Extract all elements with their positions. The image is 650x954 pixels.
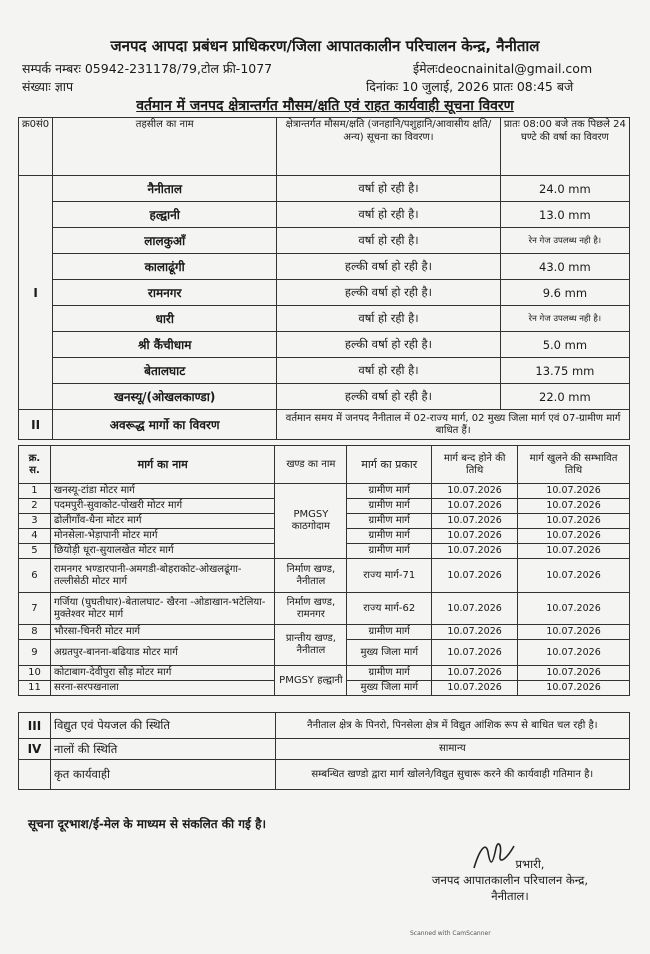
tehsil-name: कालाढूंगी xyxy=(53,254,277,280)
open-date: 10.07.2026 xyxy=(518,499,630,514)
road-type: ग्रामीण मार्ग xyxy=(347,625,432,640)
open-date: 10.07.2026 xyxy=(518,666,630,681)
road-name: गर्जिया (घुघतीधार)-बेतालघाट- खैरना -ओडाखान-भटेलिया-मुक्तेश्वर मोटर मार्ग xyxy=(50,593,274,625)
rainfall-value: 9.6 mm xyxy=(500,280,629,306)
road-type: राज्य मार्ग-71 xyxy=(347,559,432,593)
closed-date: 10.07.2026 xyxy=(432,625,518,640)
weather-status: वर्षा हो रही है। xyxy=(277,176,501,202)
road-type: ग्रामीण मार्ग xyxy=(347,499,432,514)
row-number: 9 xyxy=(19,640,51,666)
blocked-roads-summary-row xyxy=(19,410,630,440)
open-date: 10.07.2026 xyxy=(518,681,630,696)
closed-date: 10.07.2026 xyxy=(432,640,518,666)
rainfall-value: रेन गेज उपलब्ध नही है। xyxy=(500,306,629,332)
section-label: नालों की स्थिति xyxy=(50,739,275,760)
road-type: ग्रामीण मार्ग xyxy=(347,529,432,544)
section-number: IV xyxy=(19,739,51,760)
row-number: 7 xyxy=(19,593,51,625)
open-date: 10.07.2026 xyxy=(518,514,630,529)
rainfall-value: 13.0 mm xyxy=(500,202,629,228)
closed-date: 10.07.2026 xyxy=(432,499,518,514)
header-open-date: मार्ग खुलने की सम्भावित तिथि xyxy=(518,446,630,484)
table-row xyxy=(19,306,630,332)
row-number: 11 xyxy=(19,681,51,696)
road-name: कोटाबाग-देवीपुरा सौड़ मोटर मार्ग xyxy=(50,666,274,681)
road-type: मुख्य जिला मार्ग xyxy=(347,640,432,666)
road-type: ग्रामीण मार्ग xyxy=(347,514,432,529)
signatory-location: नैनीताल। xyxy=(491,889,529,903)
scanner-watermark: Scanned with CamScanner xyxy=(410,930,491,937)
closed-date: 10.07.2026 xyxy=(432,559,518,593)
road-name: भौरसा-चिनरी मोटर मार्ग xyxy=(50,625,274,640)
blocked-roads-table xyxy=(18,445,630,696)
row-number: 8 xyxy=(19,625,51,640)
open-date: 10.07.2026 xyxy=(518,640,630,666)
division-name: निर्माण खण्ड, नैनीताल xyxy=(275,559,347,593)
open-date: 10.07.2026 xyxy=(518,484,630,499)
open-date: 10.07.2026 xyxy=(518,559,630,593)
header-tehsil: तहसील का नाम xyxy=(53,118,277,176)
email-address: ईमेलःdeocnainital@gmail.com xyxy=(413,61,593,76)
weather-status: हल्की वर्षा हो रही है। xyxy=(277,254,501,280)
division-name: PMGSY हल्द्वानी xyxy=(275,666,347,696)
weather-status: वर्षा हो रही है। xyxy=(277,358,501,384)
table-row xyxy=(19,593,630,625)
road-name: ढोलीगाँव-धैना मोटर मार्ग xyxy=(50,514,274,529)
report-subject: वर्तमान में जनपद क्षेत्रान्तर्गत मौसम/क्षति एवं राहत कार्यवाही सूचना विवरण xyxy=(136,98,514,114)
document-title: जनपद आपदा प्रबंधन प्राधिकरण/जिला आपातकालीन परिचालन केन्द्र, नैनीताल xyxy=(110,37,540,55)
weather-table xyxy=(18,117,630,440)
weather-status: हल्की वर्षा हो रही है। xyxy=(277,332,501,358)
section-label: कृत कार्यवाही xyxy=(50,760,275,790)
open-date: 10.07.2026 xyxy=(518,625,630,640)
division-name: PMGSY काठगोदाम xyxy=(275,484,347,559)
road-name: छियोड़ी धूरा-सुयालखेत मोटर मार्ग xyxy=(50,544,274,559)
header-type: मार्ग का प्रकार xyxy=(347,446,432,484)
table-row xyxy=(19,666,630,681)
table-row xyxy=(19,384,630,410)
weather-status: वर्षा हो रही है। xyxy=(277,228,501,254)
source-note: सूचना दूरभाश/ई-मेल के माध्यम से संकलित की गई है। xyxy=(28,817,267,831)
closed-date: 10.07.2026 xyxy=(432,484,518,499)
header-road: मार्ग का नाम xyxy=(50,446,274,484)
closed-date: 10.07.2026 xyxy=(432,681,518,696)
table-row xyxy=(19,358,630,384)
rainfall-value: 13.75 mm xyxy=(500,358,629,384)
closed-date: 10.07.2026 xyxy=(432,544,518,559)
header-sno: क्र. स. xyxy=(19,446,51,484)
table-row xyxy=(19,739,630,760)
table-row xyxy=(19,280,630,306)
weather-status: हल्की वर्षा हो रही है। xyxy=(277,280,501,306)
road-name: खनस्यू-टांडा मोटर मार्ग xyxy=(50,484,274,499)
header-closed-date: मार्ग बन्द होने की तिथि xyxy=(432,446,518,484)
row-number: 4 xyxy=(19,529,51,544)
weather-table-header xyxy=(19,118,630,176)
rainfall-value: 43.0 mm xyxy=(500,254,629,280)
road-name: पदमपुरी-सुवाकोट-पोखरी मोटर मार्ग xyxy=(50,499,274,514)
table-row xyxy=(19,760,630,790)
road-name: सरना-सरपखनाला xyxy=(50,681,274,696)
division-name: प्रान्तीय खण्ड, नैनीताल xyxy=(275,625,347,666)
weather-status: हल्की वर्षा हो रही है। xyxy=(277,384,501,410)
open-date: 10.07.2026 xyxy=(518,593,630,625)
signatory-office: जनपद आपातकालीन परिचालन केन्द्र, xyxy=(431,873,589,887)
rainfall-value: 5.0 mm xyxy=(500,332,629,358)
tehsil-name: हल्द्वानी xyxy=(53,202,277,228)
table-row xyxy=(19,559,630,593)
signatory-title: प्रभारी, xyxy=(515,857,545,871)
section-number: III xyxy=(19,713,51,739)
table-row xyxy=(19,625,630,640)
table-row xyxy=(19,202,630,228)
tehsil-name: बेतालघाट xyxy=(53,358,277,384)
section-value: नैनीताल क्षेत्र के पिनरो, पिनसेला क्षेत्र में विद्युत आंशिक रूप से बाधित चल रही है। xyxy=(275,713,629,739)
road-type: मुख्य जिला मार्ग xyxy=(347,681,432,696)
road-name: अग्रतपुर-बानना-बढियाड मोटर मार्ग xyxy=(50,640,274,666)
closed-date: 10.07.2026 xyxy=(432,529,518,544)
weather-status: वर्षा हो रही है। xyxy=(277,202,501,228)
table-row xyxy=(19,228,630,254)
closed-date: 10.07.2026 xyxy=(432,593,518,625)
section-value: सम्बन्धित खण्डो द्वारा मार्ग खोलने/विद्युत सुचारू करने की कार्यवाही गतिमान है। xyxy=(275,760,629,790)
rainfall-value: रेन गेज उपलब्ध नही है। xyxy=(500,228,629,254)
header-rain: प्रातः 08:00 बजे तक पिछले 24 घण्टे की वर्षा का विवरण xyxy=(500,118,629,176)
section-number xyxy=(19,760,51,790)
road-name: मोनसेला-भेड़ापानी मोटर मार्ग xyxy=(50,529,274,544)
section-label: अवरूद्ध मार्गो का विवरण xyxy=(53,410,277,440)
row-number: 3 xyxy=(19,514,51,529)
table-row xyxy=(19,484,630,499)
tehsil-name: श्री कैंचीधाम xyxy=(53,332,277,358)
road-type: ग्रामीण मार्ग xyxy=(347,484,432,499)
table-row xyxy=(19,713,630,739)
blocked-roads-note: वर्तमान समय में जनपद नैनीताल में 02-राज्य मार्ग, 02 मुख्य जिला मार्ग एवं 07-ग्रामीण मार्ग बाधित हैं। xyxy=(277,410,630,440)
road-type: राज्य मार्ग-62 xyxy=(347,593,432,625)
roads-table-header xyxy=(19,446,630,484)
row-number: 10 xyxy=(19,666,51,681)
section-number: I xyxy=(19,176,53,410)
tehsil-name: रामनगर xyxy=(53,280,277,306)
header-weather: क्षेत्रान्तर्गत मौसम/क्षति (जनहानि/पशुहानि/आवासीय क्षति/अन्य) सूचना का विवरण। xyxy=(277,118,501,176)
tehsil-name: खनस्यू/(ओखलकाण्डा) xyxy=(53,384,277,410)
row-number: 6 xyxy=(19,559,51,593)
header-sno: क्र0सं0 xyxy=(19,118,53,176)
row-number: 1 xyxy=(19,484,51,499)
division-name: निर्माण खण्ड, रामनगर xyxy=(275,593,347,625)
signatory-block xyxy=(410,856,610,904)
header-division: खण्ड का नाम xyxy=(275,446,347,484)
tehsil-name: नैनीताल xyxy=(53,176,277,202)
report-date: दिनांकः 10 जुलाई, 2026 प्रातः 08:45 बजे xyxy=(366,79,574,94)
row-number: 2 xyxy=(19,499,51,514)
road-type: ग्रामीण मार्ग xyxy=(347,544,432,559)
closed-date: 10.07.2026 xyxy=(432,514,518,529)
open-date: 10.07.2026 xyxy=(518,529,630,544)
section-value: सामान्य xyxy=(275,739,629,760)
closed-date: 10.07.2026 xyxy=(432,666,518,681)
section-label: विद्युत एवं पेयजल की स्थिति xyxy=(50,713,275,739)
tehsil-name: लालकुआँ xyxy=(53,228,277,254)
table-row xyxy=(19,254,630,280)
section-number: II xyxy=(19,410,53,440)
rainfall-value: 24.0 mm xyxy=(500,176,629,202)
row-number: 5 xyxy=(19,544,51,559)
status-table xyxy=(18,712,630,790)
open-date: 10.07.2026 xyxy=(518,544,630,559)
road-type: ग्रामीण मार्ग xyxy=(347,666,432,681)
road-name: रामनगर भण्डारपानी-अमगडी-बोहराकोट-ओखलढूंगा-तल्लीसेठी मोटर मार्ग xyxy=(50,559,274,593)
table-row xyxy=(19,176,630,202)
rainfall-value: 22.0 mm xyxy=(500,384,629,410)
weather-status: वर्षा हो रही है। xyxy=(277,306,501,332)
tehsil-name: धारी xyxy=(53,306,277,332)
contact-numbers: सम्पर्क नम्बरः 05942-231178/79,टोल फ्री-1077 xyxy=(22,61,273,76)
table-row xyxy=(19,332,630,358)
reference-number: संख्याः ज्ञाप xyxy=(22,79,74,94)
